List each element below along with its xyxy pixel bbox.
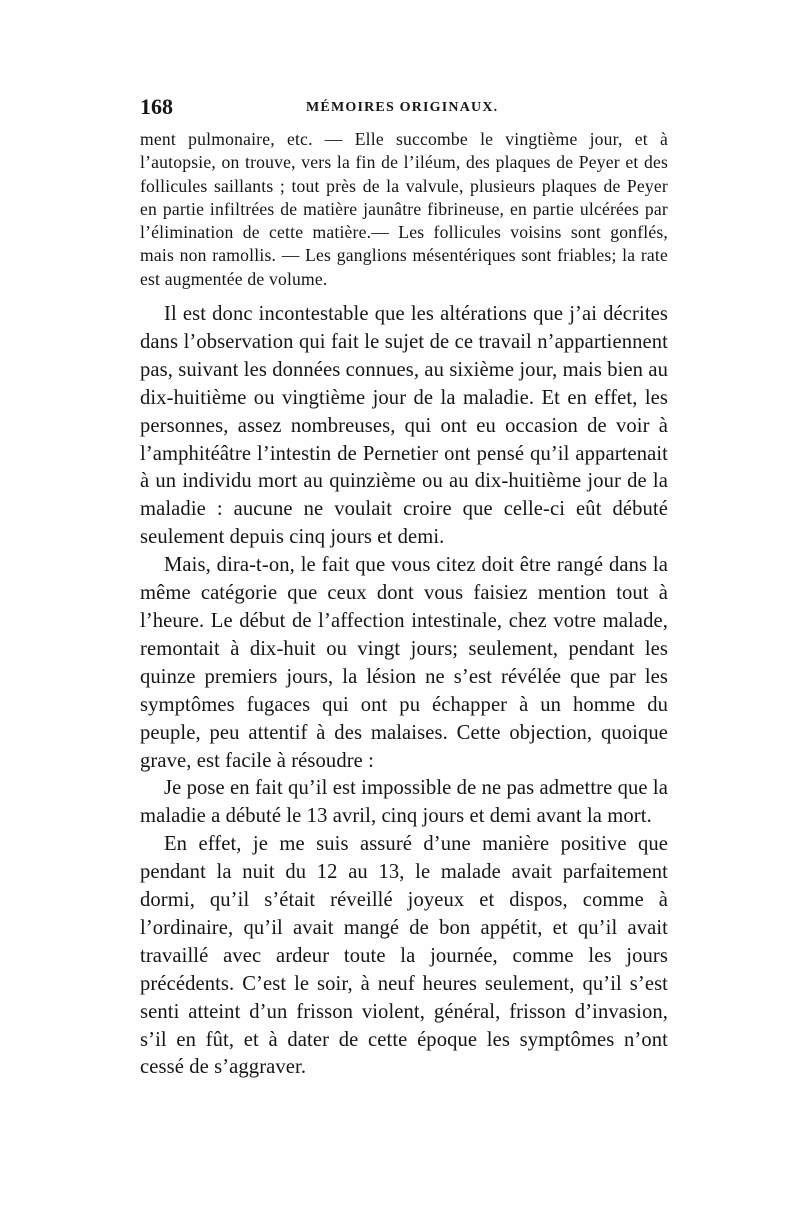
paragraph-incontestable-alterations: Il est donc incontestable que les altérations que j’ai décrites dans l’observation qui fait le sujet de ce travail n’appartiennent pas, suivant les données connues, au sixième jour, mais bien au dix-huitième ou vingtième jour de la maladie. Et en effet, les personnes, assez nombreuses, qui ont eu occasion de voir à l’amphitéâtre l’intestin de Pernetier ont pensé qu’il appartenait à un individu mort au quinzième ou au dix-huitième jour de la maladie : aucune ne voulait croire que celle-ci eût débuté seulement depuis cinq jours et demi. [140, 303, 668, 549]
main-body-text [140, 301, 668, 1082]
running-title: MÉMOIRES ORIGINAUX. [306, 100, 499, 115]
case-observation-excerpt [140, 128, 668, 291]
paragraph-objection: Mais, dira-t-on, le fait que vous citez doit être rangé dans la même catégorie que ceux dont vous faisiez mention tout à l’heure. Le début de l’affection intestinale, chez votre malade, remontait à dix-huit ou vingt jours; seulement, pendant les quinze premiers jours, la lésion ne s’est révélée que par les symptômes fugaces qui ont pu échapper à un homme du peuple, peu attentif à des malaises. Cette objection, quoique grave, est facile à résoudre : [140, 554, 668, 772]
page-number: 168 [140, 94, 173, 119]
paragraph-disease-onset: Je pose en fait qu’il est impossible de ne pas admettre que la maladie a débuté le 13 avril, cinq jours et demi avant la mort. [140, 777, 668, 828]
running-header [140, 94, 665, 124]
paragraph-autopsy-findings: ment pulmonaire, etc. — Elle succombe le vingtième jour, et à l’autopsie, on trouve, vers la fin de l’iléum, des plaques de Peyer et des follicules saillants ; tout près de la valvule, plusieurs plaques de Peyer en partie infiltrées de matière jaunâtre fibrineuse, en partie ulcérées par l’élimination de cette matière.— Les follicules voisins sont gonflés, mais non ramollis. — Les ganglions mésentériques sont friables; la rate est augmentée de volume. [140, 129, 668, 289]
paragraph-night-account: En effet, je me suis assuré d’une manière positive que pendant la nuit du 12 au 13, le malade avait parfaitement dormi, qu’il s’était réveillé joyeux et dispos, comme à l’ordinaire, qu’il avait mangé de bon appétit, et qu’il avait travaillé avec ardeur toute la journée, comme les jours précédents. C’est le soir, à neuf heures seulement, qu’il s’est senti atteint d’un frisson violent, général, frisson d’invasion, s’il en fût, et à dater de cette époque les symptômes n’ont cessé de s’aggraver. [140, 833, 668, 1079]
